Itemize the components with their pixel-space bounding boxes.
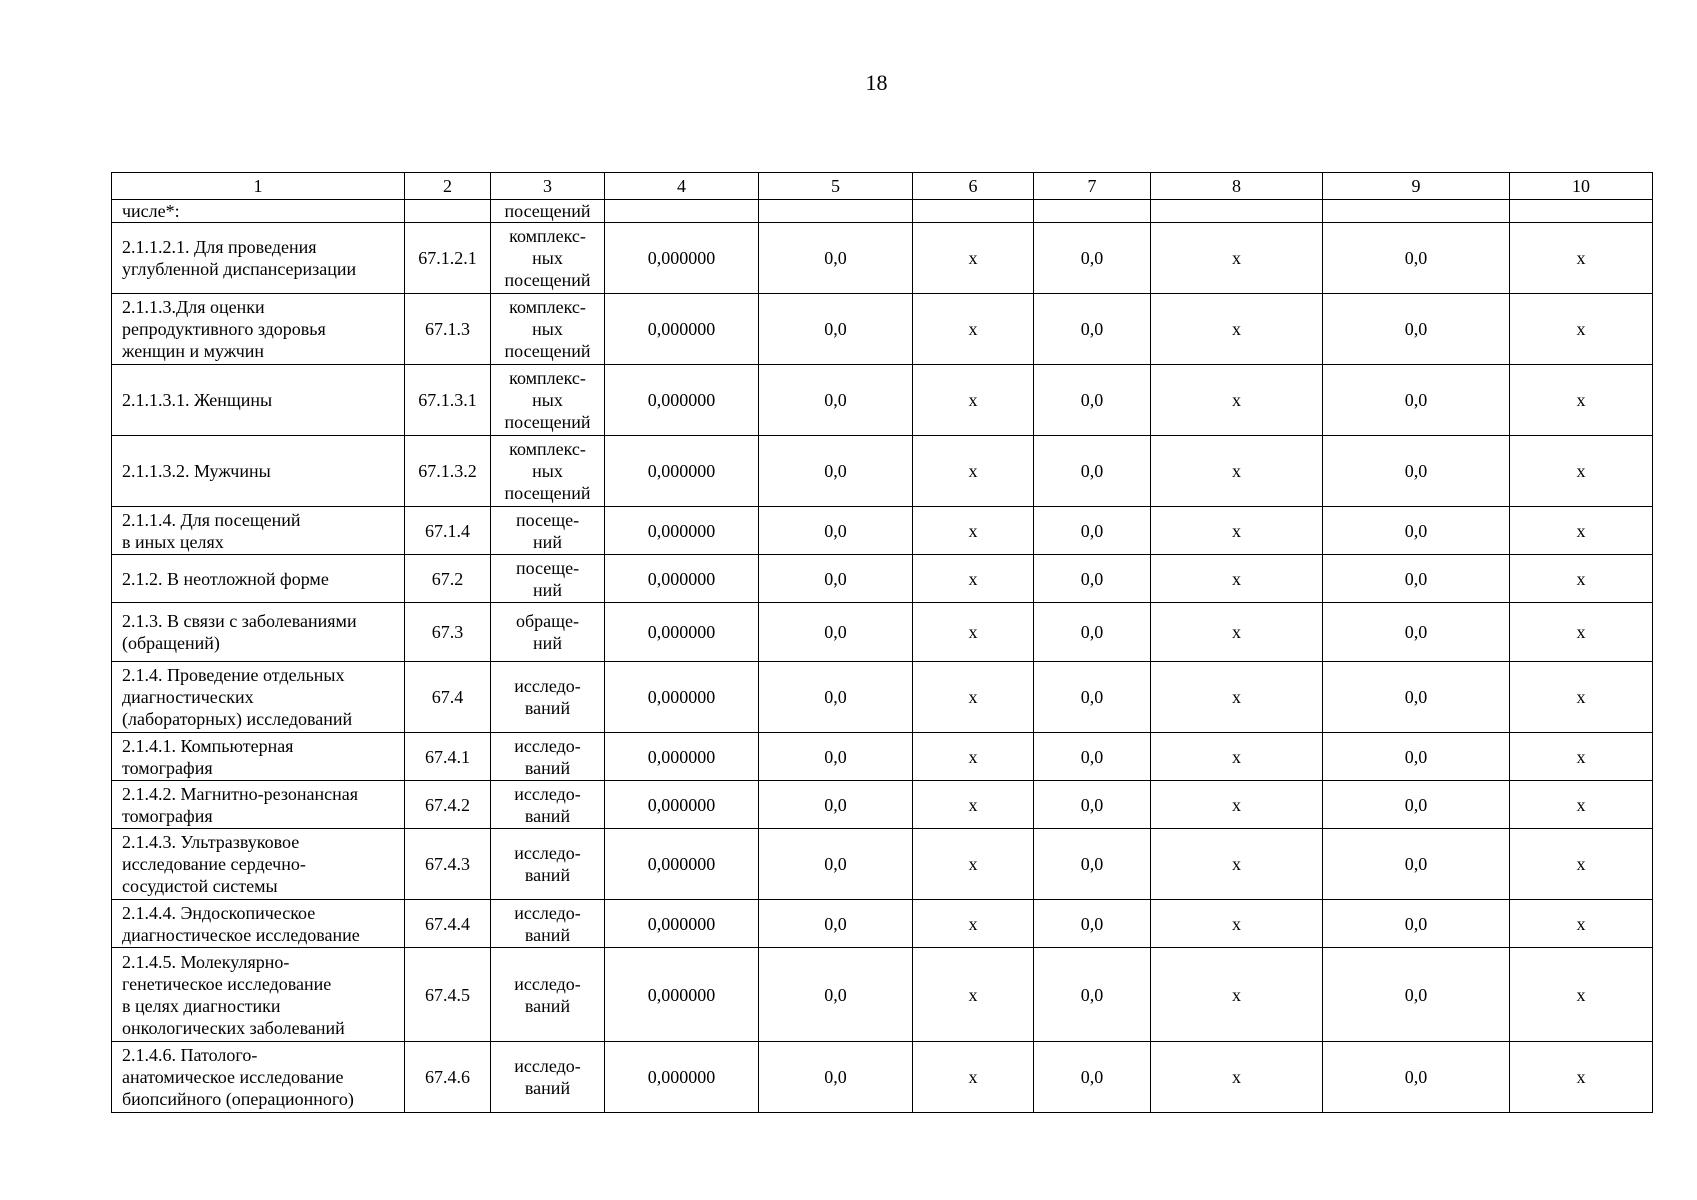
value-cell: х: [1510, 555, 1653, 603]
value-cell: х: [1510, 662, 1653, 733]
row-name-cell: 2.1.2. В неотложной форме: [112, 555, 405, 603]
row-code-cell: 67.2: [405, 555, 491, 603]
value-cell: 0,0: [759, 948, 913, 1042]
table-row: [112, 200, 1653, 223]
table-row: [112, 662, 1653, 733]
value-cell: 0,000000: [605, 948, 759, 1042]
value-cell: 0,0: [1034, 733, 1151, 781]
row-code-cell: 67.1.3.2: [405, 436, 491, 507]
value-cell: х: [1151, 507, 1323, 555]
value-cell: 0,000000: [605, 223, 759, 294]
value-cell: [1151, 200, 1323, 223]
value-cell: 0,0: [1323, 948, 1510, 1042]
value-cell: 0,0: [759, 781, 913, 829]
column-number: 8: [1151, 173, 1323, 200]
column-number: 2: [405, 173, 491, 200]
value-cell: х: [913, 662, 1034, 733]
value-cell: [1323, 200, 1510, 223]
unit-cell: комплекс- ных посещений: [491, 223, 605, 294]
unit-cell: посещений: [491, 200, 605, 223]
value-cell: 0,0: [1323, 781, 1510, 829]
unit-cell: комплекс- ных посещений: [491, 436, 605, 507]
row-name-cell: 2.1.1.2.1. Для проведения углубленной диспансеризации: [112, 223, 405, 294]
table-row: [112, 555, 1653, 603]
table-row: [112, 948, 1653, 1042]
value-cell: 0,000000: [605, 603, 759, 662]
column-number: 5: [759, 173, 913, 200]
value-cell: 0,000000: [605, 436, 759, 507]
value-cell: х: [1151, 603, 1323, 662]
value-cell: 0,0: [1323, 733, 1510, 781]
value-cell: 0,0: [1323, 507, 1510, 555]
row-code-cell: 67.4: [405, 662, 491, 733]
table-row: [112, 900, 1653, 948]
value-cell: [913, 200, 1034, 223]
value-cell: х: [1151, 294, 1323, 365]
unit-cell: исследо- ваний: [491, 733, 605, 781]
header-row: [112, 173, 1653, 200]
value-cell: х: [913, 948, 1034, 1042]
value-cell: 0,0: [1034, 948, 1151, 1042]
row-code-cell: 67.4.3: [405, 829, 491, 900]
unit-cell: исследо- ваний: [491, 900, 605, 948]
value-cell: 0,0: [1323, 1042, 1510, 1113]
value-cell: 0,000000: [605, 781, 759, 829]
value-cell: х: [913, 507, 1034, 555]
value-cell: х: [1510, 223, 1653, 294]
unit-cell: комплекс- ных посещений: [491, 365, 605, 436]
value-cell: х: [913, 294, 1034, 365]
value-cell: х: [913, 1042, 1034, 1113]
page-number: 18: [865, 70, 888, 95]
value-cell: 0,0: [1323, 829, 1510, 900]
value-cell: х: [1151, 829, 1323, 900]
table-row: [112, 365, 1653, 436]
value-cell: 0,0: [1034, 603, 1151, 662]
row-code-cell: 67.4.1: [405, 733, 491, 781]
unit-cell: обраще- ний: [491, 603, 605, 662]
value-cell: х: [1151, 1042, 1323, 1113]
value-cell: х: [1510, 900, 1653, 948]
value-cell: 0,0: [1034, 900, 1151, 948]
value-cell: х: [1510, 294, 1653, 365]
row-name-cell: 2.1.1.3.2. Мужчины: [112, 436, 405, 507]
row-code-cell: 67.1.3.1: [405, 365, 491, 436]
table-row: [112, 781, 1653, 829]
value-cell: х: [1151, 662, 1323, 733]
row-name-cell: 2.1.4.1. Компьютерная томография: [112, 733, 405, 781]
value-cell: 0,0: [1323, 603, 1510, 662]
value-cell: 0,0: [1034, 436, 1151, 507]
value-cell: х: [913, 603, 1034, 662]
row-name-cell: 2.1.4.2. Магнитно-резонансная томография: [112, 781, 405, 829]
row-name-cell: 2.1.4. Проведение отдельных диагностических (лабораторных) исследований: [112, 662, 405, 733]
value-cell: 0,000000: [605, 733, 759, 781]
value-cell: 0,0: [759, 555, 913, 603]
value-cell: 0,0: [1034, 1042, 1151, 1113]
row-name-cell: 2.1.4.6. Патолого- анатомическое исследование биопсийного (операционного): [112, 1042, 405, 1113]
value-cell: х: [1510, 365, 1653, 436]
row-name-cell: 2.1.4.4. Эндоскопическое диагностическое исследование: [112, 900, 405, 948]
table-row: [112, 733, 1653, 781]
value-cell: 0,0: [1034, 829, 1151, 900]
table-row: [112, 436, 1653, 507]
column-number: 4: [605, 173, 759, 200]
value-cell: 0,000000: [605, 507, 759, 555]
value-cell: 0,0: [1034, 555, 1151, 603]
value-cell: х: [1510, 1042, 1653, 1113]
table-row: [112, 603, 1653, 662]
value-cell: х: [1510, 781, 1653, 829]
value-cell: 0,0: [759, 294, 913, 365]
data-table: [111, 172, 1653, 1113]
unit-cell: комплекс- ных посещений: [491, 294, 605, 365]
row-code-cell: 67.4.5: [405, 948, 491, 1042]
column-number: 1: [112, 173, 405, 200]
value-cell: 0,0: [759, 507, 913, 555]
value-cell: 0,000000: [605, 294, 759, 365]
value-cell: 0,000000: [605, 365, 759, 436]
row-code-cell: 67.3: [405, 603, 491, 662]
value-cell: 0,0: [1323, 555, 1510, 603]
value-cell: 0,0: [1323, 365, 1510, 436]
row-name-cell: 2.1.4.3. Ультразвуковое исследование сердечно- сосудистой системы: [112, 829, 405, 900]
value-cell: х: [913, 223, 1034, 294]
value-cell: х: [1151, 555, 1323, 603]
table-row: [112, 223, 1653, 294]
value-cell: х: [1151, 733, 1323, 781]
value-cell: 0,0: [759, 436, 913, 507]
value-cell: х: [1510, 948, 1653, 1042]
table-row: [112, 829, 1653, 900]
row-code-cell: 67.1.3: [405, 294, 491, 365]
value-cell: 0,0: [759, 829, 913, 900]
value-cell: 0,0: [1323, 900, 1510, 948]
value-cell: 0,0: [759, 365, 913, 436]
value-cell: х: [913, 365, 1034, 436]
value-cell: 0,0: [759, 662, 913, 733]
row-name-cell: 2.1.4.5. Молекулярно- генетическое исследование в целях диагностики онкологических заболеваний: [112, 948, 405, 1042]
value-cell: 0,0: [1323, 662, 1510, 733]
value-cell: 0,000000: [605, 555, 759, 603]
value-cell: 0,000000: [605, 829, 759, 900]
unit-cell: исследо- ваний: [491, 781, 605, 829]
table-row: [112, 507, 1653, 555]
value-cell: х: [913, 733, 1034, 781]
value-cell: [759, 200, 913, 223]
value-cell: 0,0: [1034, 662, 1151, 733]
row-code-cell: [405, 200, 491, 223]
value-cell: 0,0: [1323, 223, 1510, 294]
value-cell: 0,0: [1323, 294, 1510, 365]
value-cell: 0,0: [759, 1042, 913, 1113]
row-code-cell: 67.4.2: [405, 781, 491, 829]
value-cell: х: [1151, 781, 1323, 829]
value-cell: 0,0: [759, 733, 913, 781]
value-cell: 0,0: [1034, 294, 1151, 365]
value-cell: х: [913, 781, 1034, 829]
value-cell: х: [1510, 733, 1653, 781]
unit-cell: исследо- ваний: [491, 1042, 605, 1113]
value-cell: [1034, 200, 1151, 223]
value-cell: х: [1510, 436, 1653, 507]
value-cell: х: [1151, 365, 1323, 436]
table-row: [112, 294, 1653, 365]
value-cell: х: [1151, 900, 1323, 948]
column-number: 7: [1034, 173, 1151, 200]
column-number: 9: [1323, 173, 1510, 200]
row-name-cell: 2.1.1.3.1. Женщины: [112, 365, 405, 436]
row-code-cell: 67.1.4: [405, 507, 491, 555]
value-cell: х: [913, 436, 1034, 507]
unit-cell: исследо- ваний: [491, 662, 605, 733]
value-cell: 0,0: [1034, 365, 1151, 436]
value-cell: х: [1151, 948, 1323, 1042]
value-cell: х: [1510, 507, 1653, 555]
row-code-cell: 67.1.2.1: [405, 223, 491, 294]
table-row: [112, 1042, 1653, 1113]
column-number: 3: [491, 173, 605, 200]
value-cell: х: [1151, 223, 1323, 294]
row-name-cell: 2.1.1.3.Для оценки репродуктивного здоровья женщин и мужчин: [112, 294, 405, 365]
value-cell: 0,0: [759, 900, 913, 948]
unit-cell: посеще- ний: [491, 555, 605, 603]
unit-cell: посеще- ний: [491, 507, 605, 555]
value-cell: [1510, 200, 1653, 223]
value-cell: х: [913, 900, 1034, 948]
row-name-cell: числе*:: [112, 200, 405, 223]
value-cell: 0,0: [759, 223, 913, 294]
value-cell: х: [1151, 436, 1323, 507]
row-code-cell: 67.4.6: [405, 1042, 491, 1113]
value-cell: 0,0: [1034, 781, 1151, 829]
value-cell: 0,0: [759, 603, 913, 662]
value-cell: 0,000000: [605, 900, 759, 948]
column-number: 6: [913, 173, 1034, 200]
table-body: [112, 173, 1653, 1113]
value-cell: 0,0: [1323, 436, 1510, 507]
value-cell: х: [913, 555, 1034, 603]
value-cell: х: [913, 829, 1034, 900]
value-cell: 0,000000: [605, 1042, 759, 1113]
value-cell: 0,0: [1034, 223, 1151, 294]
value-cell: 0,0: [1034, 507, 1151, 555]
row-name-cell: 2.1.3. В связи с заболеваниями (обращений): [112, 603, 405, 662]
column-number: 10: [1510, 173, 1653, 200]
value-cell: х: [1510, 603, 1653, 662]
value-cell: х: [1510, 829, 1653, 900]
unit-cell: исследо- ваний: [491, 948, 605, 1042]
row-code-cell: 67.4.4: [405, 900, 491, 948]
value-cell: [605, 200, 759, 223]
value-cell: 0,000000: [605, 662, 759, 733]
row-name-cell: 2.1.1.4. Для посещений в иных целях: [112, 507, 405, 555]
unit-cell: исследо- ваний: [491, 829, 605, 900]
